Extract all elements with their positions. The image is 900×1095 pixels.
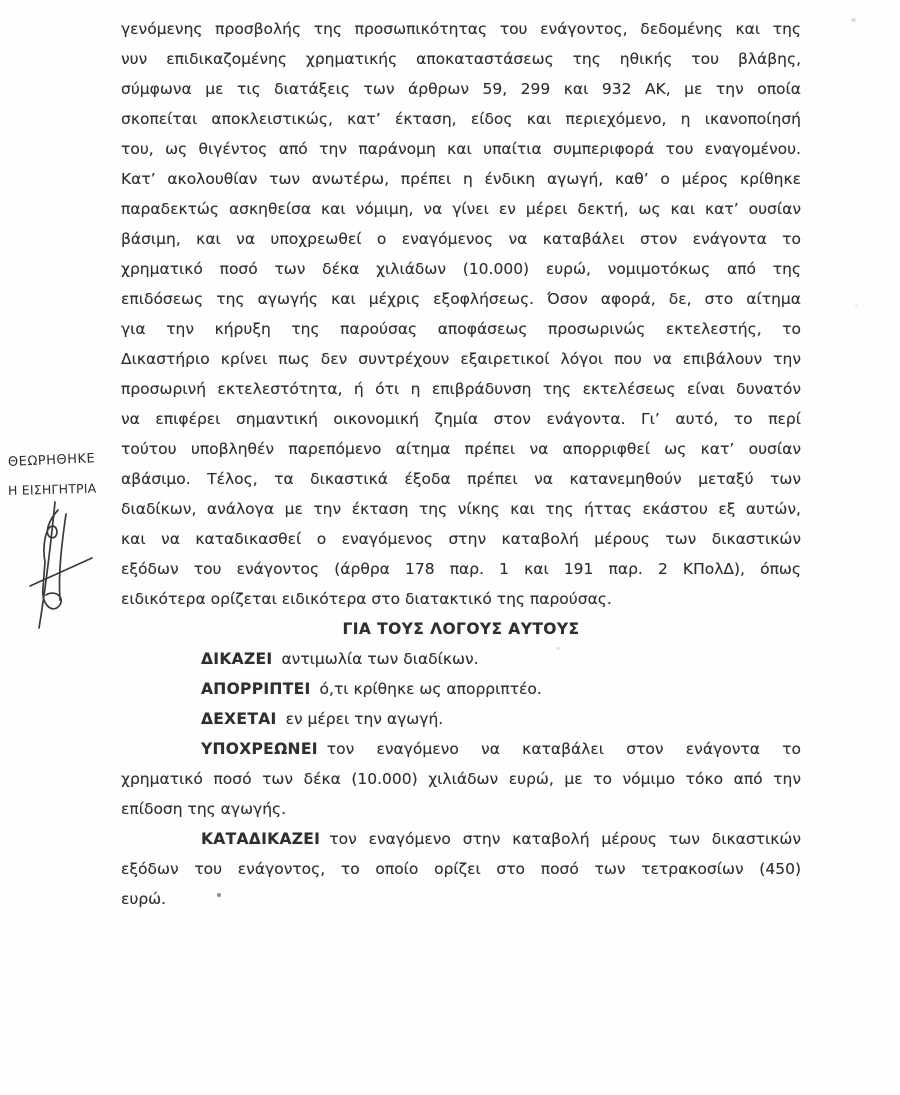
ruling-dexetai — [121, 704, 801, 734]
body-line: ειδικότερα ορίζεται ειδικότερα στο διατακτικό της παρούσας. — [121, 590, 612, 608]
ruling-line — [121, 734, 801, 764]
body-line: Δικαστήριο κρίνει πως δεν συντρέχουν εξαιρετικοί λόγοι που να επιβάλουν την — [121, 350, 801, 368]
margin-annotation — [7, 451, 148, 498]
body-line: τούτου υποβληθέν παρεπόμενο αίτημα πρέπει να απορριφθεί ως κατ’ ουσίαν — [121, 440, 801, 458]
ruling-katadikazei — [121, 824, 801, 914]
body-line: να επιφέρει σημαντική οικονομική ζημία στον ενάγοντα. Γι’ αυτό, το περί — [121, 410, 801, 428]
ruling-text: αντιμωλία των διαδίκων. — [281, 650, 479, 668]
body-line: παραδεκτώς ασκηθείσα και νόμιμη, να γίνει εν μέρει δεκτή, ως και κατ’ ουσίαν — [121, 200, 801, 218]
body-line: εξόδων του ενάγοντος (άρθρα 178 παρ. 1 και 191 παρ. 2 ΚΠολΔ), όπως — [121, 560, 801, 578]
body-line: διαδίκων, ανάλογα με την έκταση της νίκης και της ήττας εκάστου εξ αυτών, — [121, 500, 801, 518]
ruling-text: τον εναγόμενο στην καταβολή μέρους των δικαστικών — [329, 830, 801, 848]
ruling-line: χρηματικό ποσό των δέκα (10.000) χιλιάδων ευρώ, με το νόμιμο τόκο από την — [121, 770, 801, 788]
ruling-text: τον εναγόμενο να καταβάλει στον ενάγοντα το — [326, 740, 801, 758]
body-line: αβάσιμο. Τέλος, τα δικαστικά έξοδα πρέπει να κατανεμηθούν μεταξύ των — [121, 470, 801, 488]
body-line: προσωρινή εκτελεστότητα, ή ότι η επιβράδυνση της εκτελέσεως είναι δυνατόν — [121, 380, 801, 398]
body-line: σκοπείται αποκλειστικώς, κατ’ έκταση, είδος και περιεχόμενο, η ικανοποίησή — [121, 110, 801, 128]
ruling-aporriptei — [121, 674, 801, 704]
body-line: και να καταδικασθεί ο εναγόμενος στην καταβολή μέρους των δικαστικών — [121, 530, 801, 548]
body-line: σύμφωνα με τις διατάξεις των άρθρων 59, 299 και 932 ΑΚ, με την οποία — [121, 80, 801, 98]
body-line: του, ως θιγέντος από την παράνομη και υπαίτια συμπεριφορά του εναγομένου. — [121, 140, 801, 158]
ruling-line: ευρώ. — [121, 890, 167, 908]
body-line: επιδόσεως της αγωγής και μέχρις εξοφλήσεως. Όσον αφορά, δε, στο αίτημα — [121, 290, 801, 308]
ruling-line — [121, 824, 801, 854]
ruling-dikazei — [121, 644, 801, 674]
body-line: νυν επιδικαζομένης χρηματικής αποκαταστάσεως της ηθικής του βλάβης, — [121, 50, 801, 68]
body-line: χρηματικό ποσό των δέκα χιλιάδων (10.000) ευρώ, νομιμοτόκως από της — [121, 260, 801, 278]
body-paragraph — [121, 14, 801, 614]
margin-annotation-line1: ΘΕΩΡΗΘΗΚΕ — [7, 451, 96, 470]
margin-annotation-line2: Η ΕΙΣΗΓΗΤΡΙΑ — [7, 480, 97, 498]
body-line: γενόμενης προσβολής της προσωπικότητας του ενάγοντος, δεδομένης και της — [121, 20, 801, 38]
ruling-ypoxreonei — [121, 734, 801, 824]
signature-icon — [22, 500, 100, 632]
ruling-verb: ΔΙΚΑΖΕΙ — [201, 650, 273, 668]
scan-speck — [556, 647, 560, 650]
ruling-verb: ΚΑΤΑΔΙΚΑΖΕΙ — [201, 830, 321, 848]
scan-speck — [851, 18, 856, 22]
scan-speck — [855, 304, 858, 307]
rulings-section — [121, 644, 801, 914]
section-heading: ΓΙΑ ΤΟΥΣ ΛΟΓΟΥΣ ΑΥΤΟΥΣ — [342, 620, 580, 638]
body-line: για την κήρυξη της παρούσας αποφάσεως προσωρινώς εκτελεστής, το — [121, 320, 801, 338]
ruling-line: επίδοση της αγωγής. — [121, 800, 287, 818]
main-text-block — [121, 14, 801, 914]
body-line: Κατ’ ακολουθίαν των ανωτέρω, πρέπει η ένδικη αγωγή, καθ’ ο μέρος κρίθηκε — [121, 170, 801, 188]
ruling-verb: ΔΕΧΕΤΑΙ — [201, 710, 277, 728]
ruling-text: ό,τι κρίθηκε ως απορριπτέο. — [319, 680, 542, 698]
ruling-verb: ΥΠΟΧΡΕΩΝΕΙ — [201, 740, 318, 758]
ruling-verb: ΑΠΟΡΡΙΠΤΕΙ — [201, 680, 311, 698]
ruling-line: εξόδων του ενάγοντος, το οποίο ορίζει στο ποσό των τετρακοσίων (450) — [121, 860, 801, 878]
ruling-text: εν μέρει την αγωγή. — [285, 710, 444, 728]
scan-speck — [217, 893, 221, 897]
body-line: βάσιμη, και να υποχρεωθεί ο εναγόμενος να καταβάλει στον ενάγοντα το — [121, 230, 801, 248]
